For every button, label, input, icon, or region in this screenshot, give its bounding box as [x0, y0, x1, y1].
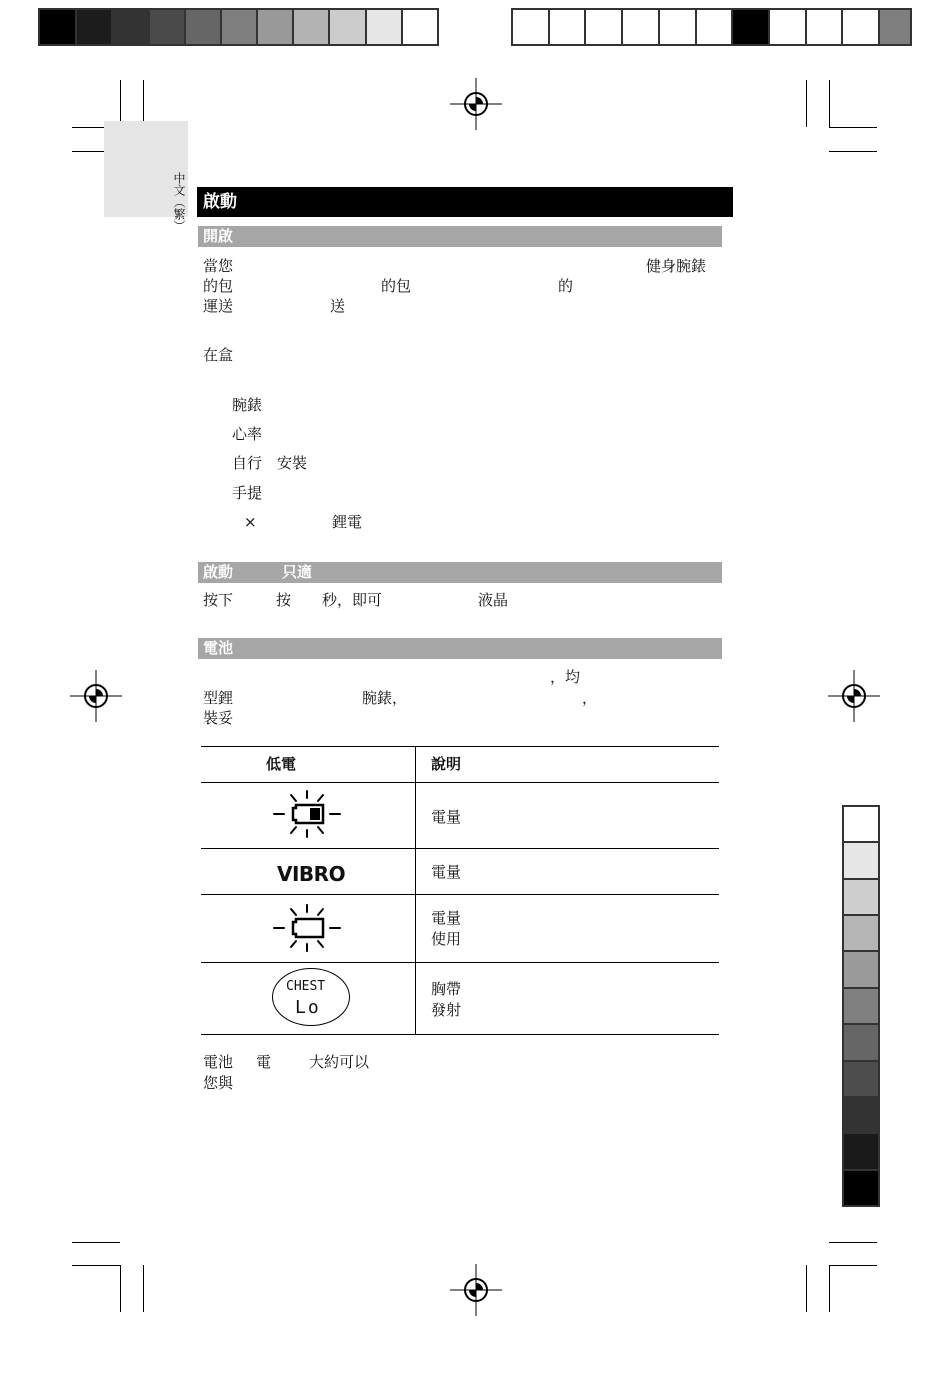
- table-rule: [201, 782, 719, 783]
- body-text: 秒，即可: [322, 591, 383, 609]
- registration-mark-icon: [450, 1264, 502, 1316]
- crop-mark: [143, 80, 144, 127]
- crop-mark: [829, 1265, 830, 1312]
- color-bar-right: [511, 8, 912, 46]
- body-text: 送: [330, 297, 346, 315]
- table-divider: [415, 746, 416, 1034]
- lcd-lo-text: Lo: [295, 997, 321, 1018]
- language-tab-label: 中文（繁）: [172, 172, 186, 232]
- chest-lo-display-icon: [272, 968, 350, 1026]
- crop-mark: [143, 1265, 144, 1312]
- body-text: 按: [276, 591, 292, 609]
- body-text: 運送: [203, 297, 234, 315]
- list-item: 心率: [232, 425, 263, 443]
- crop-mark: [829, 1242, 877, 1243]
- registration-mark-icon: [70, 670, 122, 722]
- row-desc: 使用: [431, 930, 462, 948]
- table-rule: [201, 962, 719, 963]
- body-text: 的包: [381, 277, 412, 295]
- row-desc: 電量: [431, 909, 462, 927]
- row-desc: 發射: [431, 1001, 462, 1019]
- body-text: 液晶: [478, 591, 509, 609]
- body-text: 電: [256, 1053, 272, 1071]
- body-text: 型鋰: [203, 689, 234, 707]
- lcd-chest-text: CHEST: [286, 979, 326, 994]
- list-item: 腕錶: [232, 396, 263, 414]
- table-rule: [201, 894, 719, 895]
- crop-mark: [829, 127, 877, 128]
- vibro-indicator: VIBRO: [277, 862, 346, 886]
- crop-mark: [72, 1242, 120, 1243]
- section-heading-activate: [198, 562, 722, 583]
- body-text: 裝妥: [203, 709, 234, 727]
- body-text: ，均: [550, 668, 581, 686]
- page-title: 啟動: [197, 187, 733, 217]
- body-text: 健身腕錶: [646, 257, 707, 275]
- list-item: 自行 安裝: [232, 454, 308, 472]
- table-rule: [201, 746, 719, 747]
- crop-mark: [806, 80, 807, 127]
- body-text: 您與: [203, 1074, 234, 1092]
- body-text: 當您: [203, 257, 234, 275]
- battery-empty-blinking-icon: [272, 903, 344, 953]
- crop-mark: [72, 1265, 120, 1266]
- table-rule: [201, 1034, 719, 1035]
- table-header-low-battery: 低電: [266, 755, 297, 773]
- registration-mark-icon: [828, 670, 880, 722]
- grayscale-bar: [842, 805, 880, 1207]
- crop-mark: [829, 80, 830, 127]
- crop-mark: [806, 1265, 807, 1312]
- crop-mark: [120, 1265, 121, 1312]
- registration-mark-icon: [450, 78, 502, 130]
- table-header-description: 說明: [431, 755, 462, 773]
- color-bar-left: [38, 8, 439, 46]
- list-item: ×: [244, 513, 257, 531]
- crop-mark: [829, 151, 877, 152]
- row-desc: 胸帶: [431, 980, 462, 998]
- body-text: 電池: [203, 1053, 234, 1071]
- heading-part: 啟動: [203, 563, 234, 581]
- list-item: 鋰電: [332, 513, 363, 531]
- section-heading-battery: 電池: [198, 638, 722, 659]
- box-contents-intro: 在盒: [203, 346, 234, 364]
- body-text: 按下: [203, 591, 234, 609]
- crop-mark: [829, 1265, 877, 1266]
- section-heading-open: 開啟: [198, 226, 722, 247]
- row-desc: 電量: [431, 863, 462, 881]
- body-text: 的包: [203, 277, 234, 295]
- list-item: 手提: [232, 484, 263, 502]
- battery-half-blinking-icon: [272, 789, 344, 839]
- body-text: 的: [558, 277, 574, 295]
- body-text: 大約可以: [309, 1053, 370, 1071]
- row-desc: 電量: [431, 808, 462, 826]
- body-text: 腕錶，: [362, 689, 408, 707]
- table-rule: [201, 848, 719, 849]
- heading-part: 只適: [282, 563, 313, 581]
- crop-mark: [120, 80, 121, 127]
- body-text: ，: [582, 689, 598, 707]
